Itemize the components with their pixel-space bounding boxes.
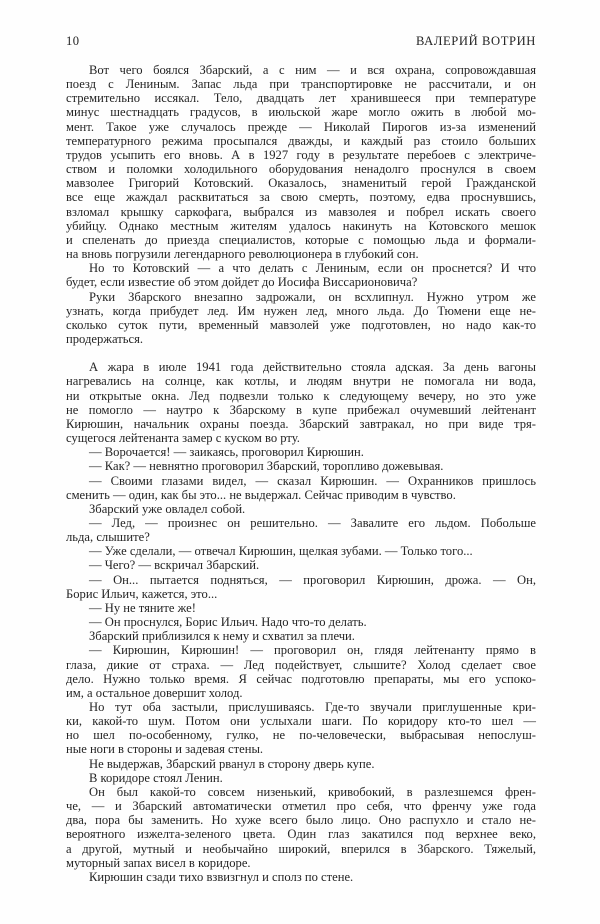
text-line: ные ноги в стороны и задевая стены. (66, 742, 264, 757)
paragraph (66, 573, 536, 601)
text-line: А жара в июле 1941 года действительно стояла адская. За день вагоны (89, 360, 536, 375)
paragraph (66, 290, 536, 347)
paragraph (66, 629, 536, 643)
text-line: — Он проснулся, Борис Ильич. Надо что-то делать. (89, 615, 367, 630)
text-line: ством и поломки холодильного оборудования ненадолго проснулся в своем (66, 162, 536, 177)
text-line: мент. Такое уже случалось прежде — Николай Пирогов из-за изменений (66, 119, 536, 134)
running-title: ВАЛЕРИЙ ВОТРИН (415, 34, 536, 48)
text-line: Не выдержав, Збарский рванул в сторону дверь купе. (89, 756, 375, 771)
paragraph (66, 459, 536, 473)
text-line: сменить — один, как бы это... не выдержал. Сейчас приводим в чувство. (66, 487, 456, 502)
text-line: Кирюшин сзади тихо взвизгнул и сполз по стене. (89, 869, 354, 884)
text-line: не помогло — наутро к Збарскому в купе прибежал очумевший лейтенант (66, 402, 536, 417)
paragraph (66, 558, 536, 572)
text-line: — Лед, — произнес он решительно. — Завалите его льдом. Побольше (89, 515, 536, 530)
text-line: — Он... пытается подняться, — проговорил Кирюшин, дрожа. — Он, (89, 572, 536, 587)
text-line: Руки Збарского внезапно задрожали, он всхлипнул. Нужно утром же (89, 289, 536, 304)
text-line: льда, слышите? (66, 530, 150, 545)
text-line: Збарский приблизился к нему и схватил за плечи. (89, 629, 355, 644)
paragraph (66, 445, 536, 459)
text-line: сколько суток пути, временный мавзолей уже подготовлен, но надо как-то (66, 317, 536, 332)
section-break (66, 346, 536, 360)
text-line: узнать, когда прибудет лед. Им нужен лед, много льда. До Тюмени еще не- (66, 303, 536, 318)
text-line: но шел по-особенному, гулко, не по-человечески, выбрасывая непослуш- (66, 728, 536, 743)
paragraph (66, 785, 536, 870)
text-line: и спеленать до приезда специалистов, которые с помощью льда и формали- (66, 232, 536, 247)
text-line: минус шестнадцать градусов, в июльской жаре могло ожить в любой мо- (66, 105, 536, 120)
paragraph (66, 757, 536, 771)
text-line: Он был какой-то совсем низенький, кривобокий, в разлезшемся френ- (89, 784, 536, 799)
page-header (66, 34, 536, 48)
paragraph (66, 360, 536, 445)
paragraph (66, 502, 536, 516)
text-line: муторный запах висел в коридоре. (66, 855, 251, 870)
text-line: Збарский уже овладел собой. (89, 501, 246, 516)
text-line: будет, если известие об этом дойдет до Иосифа Виссарионовича? (66, 275, 418, 290)
text-line: Но тут оба застыли, прислушиваясь. Где-то звучали приглушенные кри- (89, 700, 536, 715)
text-line: на вновь погрузили легендарного революционера в глубокий сон. (66, 247, 419, 262)
paragraph (66, 63, 536, 261)
text-line: — Кирюшин, Кирюшин! — проговорил он, глядя лейтенанту прямо в (89, 643, 536, 658)
text-line: — Ворочается! — заикаясь, проговорил Кирюшин. (89, 445, 364, 460)
text-line: ни открытые окна. Лед подвезли только к следующему вечеру, но это уже (66, 388, 536, 403)
paragraph (66, 643, 536, 700)
text-line: — Своими глазами видел, — сказал Кирюшин. — Охранников пришлось (89, 473, 536, 488)
text-line: В коридоре стоял Ленин. (89, 770, 223, 785)
text-line: мавзолее Григорий Котовский. Оказалось, знаменитый герой Гражданской (66, 176, 536, 191)
text-line: — Ну не тяните же! (89, 600, 196, 615)
text-line: поезд с Лениным. Запас льда при транспортировке не рассчитали, и он (66, 77, 536, 92)
text-line: глаза, дикие от страха. — Лед подействует, слышите? Холод сделает свое (66, 657, 536, 672)
text-line: все еще жаждал расквитаться за свою смерть, поэтому, едва проснувшись, (66, 190, 536, 205)
page-number: 10 (66, 34, 80, 48)
text-line: сущегося лейтенанта замер с куском во рту. (66, 431, 300, 446)
paragraph (66, 771, 536, 785)
text-line: взломал крышку саркофага, выбрался из мавзолея и побрел искать своего (66, 204, 536, 219)
text-line: убийцу. Однако местным жителям удалось накинуть на Котовского мешок (66, 218, 536, 233)
text-line: два, пора бы заменить. Но хуже всего было лицо. Оно распухло и стало не- (66, 813, 536, 828)
paragraph (66, 544, 536, 558)
text-line: — Чего? — вскричал Збарский. (89, 558, 260, 573)
text-line: температурного режима просыпался дважды, и каждый раз стоило больших (66, 133, 536, 148)
text-line: нагревались на солнце, как котлы, и людям внутри не помогала ни вода, (66, 374, 536, 389)
paragraph (66, 474, 536, 502)
text-line: им, а остальное довершит холод. (66, 685, 243, 700)
paragraph (66, 615, 536, 629)
text-line: вероятного изжелта-зеленого цвета. Один глаз закатился под верхнее веко, (66, 827, 536, 842)
text-line: ки, какой-то шум. Потом они услыхали шаги. По коридору кто-то шел — (66, 714, 536, 729)
paragraph (66, 870, 536, 884)
paragraph (66, 700, 536, 757)
text-line: че, — и Збарский автоматически отметил про себя, что френчу уже года (66, 799, 536, 814)
text-line: продержаться. (66, 331, 144, 346)
body-text (66, 63, 536, 884)
paragraph (66, 601, 536, 615)
text-line: Кирюшин, начальник охраны поезда. Збарский завтракал, но при виде тря- (66, 416, 536, 431)
paragraph (66, 261, 536, 289)
text-line: — Как? — невнятно проговорил Збарский, торопливо дожевывая. (89, 459, 444, 474)
text-line: стремительно иссякал. Тело, двадцать лет хранившееся при температуре (66, 91, 536, 106)
text-line: трудов усыпить его вновь. А в 1927 году в результате перебоев с электриче- (66, 147, 536, 162)
text-line: дело. Нужно только время. Я сейчас подготовлю препараты, мы его успоко- (66, 671, 536, 686)
text-line: Но то Котовский — а что делать с Лениным, если он проснется? И что (89, 261, 536, 276)
paragraph (66, 516, 536, 544)
text-line: — Уже сделали, — отвечал Кирюшин, щелкая зубами. — Только того... (89, 544, 473, 559)
text-line: Вот чего боялся Збарский, а с ним — и вся охрана, сопровождавшая (89, 63, 536, 77)
text-line: а другой, мутный и необычайно широкий, вперился в Збарского. Тяжелый, (66, 841, 536, 856)
text-line: Борис Ильич, кажется, это... (66, 586, 218, 601)
